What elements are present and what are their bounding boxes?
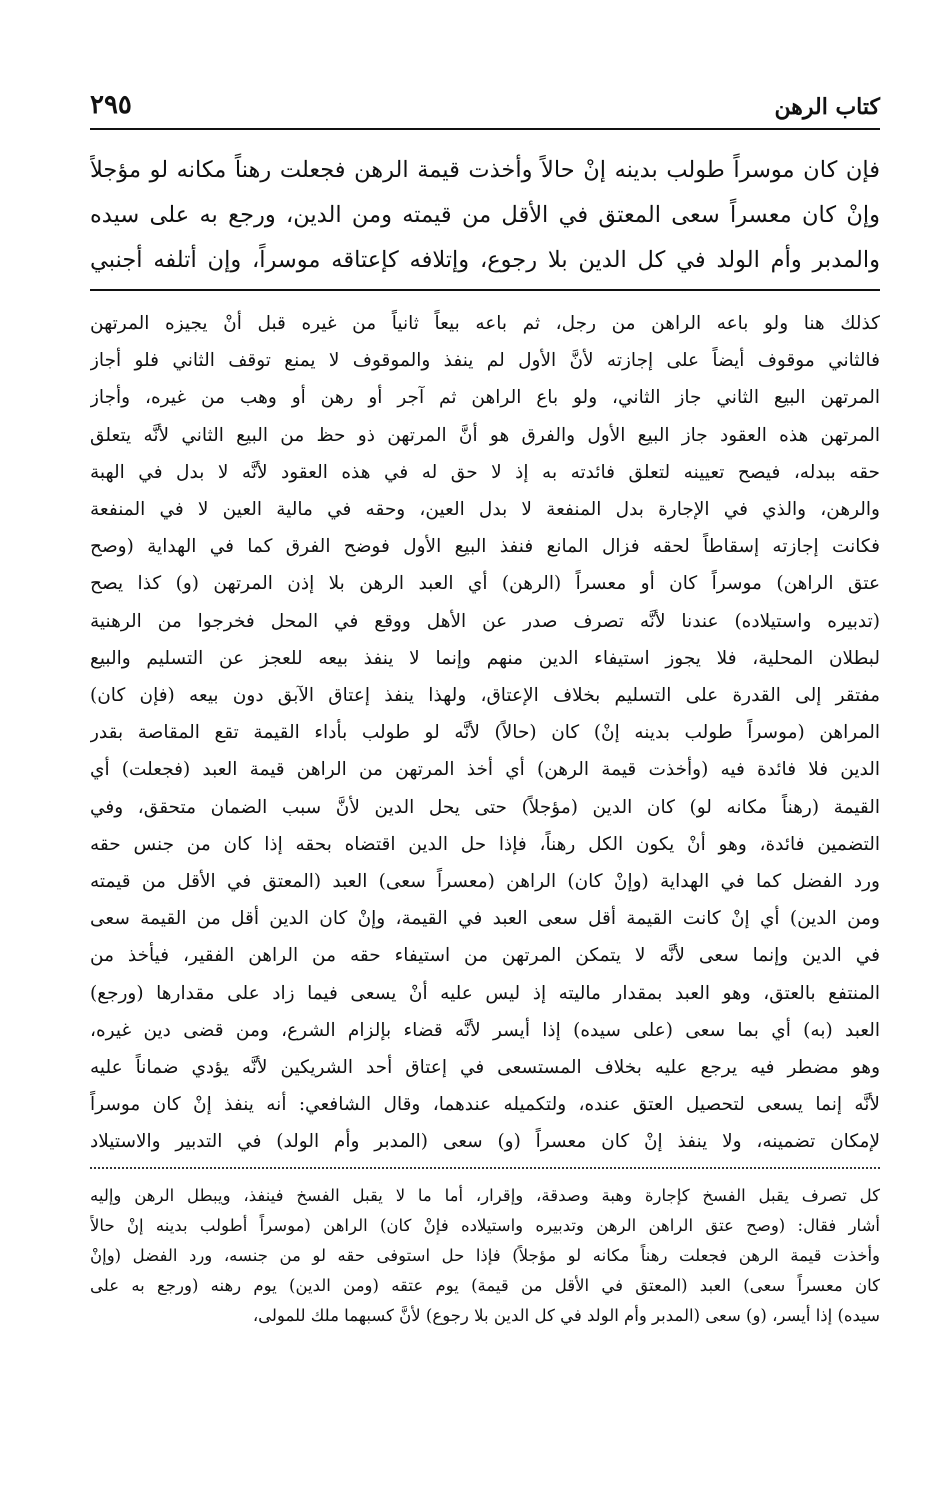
commentary-line: فالثاني موقوف أيضاً على إجازته لأنَّ الأول لم ينفذ والموقوف لا يمنع توقف الثاني فلو أجاز	[90, 350, 880, 372]
commentary-line: حقه ببدله، فيصح تعيينه لتعلق فائدته به إذ لا حق له في هذه العقود لأنَّه لا بدل في الهبة	[90, 461, 880, 483]
commentary-line: مفتقر إلى القدرة على التسليم بخلاف الإعتاق، ولهذا ينفذ إعتاق الآبق دون بيعه (فإن كان)	[90, 685, 880, 707]
commentary-line: الدين فلا فائدة فيه (وأخذت قيمة الرهن) أي أخذ المرتهن من الراهن قيمة العبد (فجعلت) أي	[90, 759, 880, 781]
commentary-line: ورد الفضل كما في الهداية (وإنْ كان) الراهن (معسراً سعى) العبد (المعتق في الأقل من قيمته	[90, 871, 880, 893]
footnote-line: كل تصرف يقبل الفسخ كإجارة وهبة وصدقة، وإقرار، أما ما لا يقبل الفسخ فينفذ، ويبطل الرهن وإليه	[90, 1185, 880, 1205]
commentary-line: لأنَّه إنما يسعى لتحصيل العتق عنده، ولتكميله عندهما، وقال الشافعي: أنه ينفذ إنْ كان موسراً	[90, 1094, 880, 1116]
chapter-title: كتاب الرهن	[767, 94, 881, 120]
matn-line: والمدبر وأم الولد في كل الدين بلا رجوع، وإتلافه كإعتاقه موسراً، وإن أتلفه أجنبي	[90, 247, 880, 273]
footnote-line: سيده) إذا أيسر، (و) سعى (المدبر وأم الولد في كل الدين بلا رجوع) لأنَّ كسبهما ملك للمولى،	[252, 1305, 880, 1325]
commentary-line: ومن الدين) أي إنْ كانت القيمة أقل سعى العبد في القيمة، وإنْ كان الدين أقل من القيمة سعى	[90, 908, 880, 930]
book-page	[90, 88, 880, 1458]
commentary-line: (تدبيره واستيلاده) عندنا لأنَّه تصرف صدر عن الأهل ووقع في المحل فخرجوا من الرهنية	[90, 610, 880, 632]
commentary-line: المراهن (موسراً طولب بدينه إنْ) كان (حالاً) لأنَّه لو طولب بأداء القيمة تقع المقاصة بقدر	[90, 722, 880, 744]
page-number: ٢٩٥	[90, 90, 140, 120]
commentary-line: العبد (به) أي بما سعى (على سيده) إذا أيسر لأنَّه قضاء بإلزام الشرع، ومن قضى دين غيره،	[90, 1019, 880, 1041]
commentary-line: عتق الراهن) موسراً كان أو معسراً (الرهن) أي العبد الرهن بلا إذن المرتهن (و) كذا يصح	[90, 573, 880, 595]
commentary-line: المرتهن البيع الثاني جاز الثاني، ولو باع الراهن ثم آجر أو رهن أو وهب من غيره، وأجاز	[90, 387, 880, 409]
matn-line: فإن كان موسراً طولب بدينه إنْ حالاً وأخذت قيمة الرهن فجعلت رهناً مكانه لو مؤجلاً	[90, 157, 880, 183]
commentary-line: فكانت إجازته إسقاطاً لحقه فزال المانع فنفذ البيع الأول فوضح الفرق كما في الهداية (وصح	[90, 536, 880, 558]
commentary-line: القيمة (رهناً مكانه لو) كان الدين (مؤجلاً) حتى يحل الدين لأنَّ سبب الضمان متحقق، وفي	[90, 796, 880, 818]
commentary-line: لبطلان المحلية، فلا يجوز استيفاء الدين منهم وإنما لا ينفذ بيعه للعجز عن التسليم والبيع	[90, 647, 880, 669]
footnote-separator	[90, 1167, 880, 1177]
page-header	[90, 88, 880, 130]
commentary-line: وهو مضطر فيه يرجع عليه بخلاف المستسعى في إعتاق أحد الشريكين لأنَّه يؤدي ضماناً عليه	[90, 1057, 880, 1079]
matn-text	[90, 148, 880, 291]
commentary-line: كذلك هنا ولو باعه الراهن من رجل، ثم باعه بيعاً ثانياً من غيره قبل أنْ يجيزه المرتهن	[90, 313, 880, 334]
footnote-line: أشار فقال: (وصح عتق الراهن الرهن وتدبيره واستيلاده فإنْ كان) الراهن (موسراً أطولب بدينه إنْ حالاً	[90, 1215, 880, 1235]
commentary-line: التضمين فائدة، وهو أنْ يكون الكل رهناً، فإذا حل الدين اقتضاه بحقه إذا كان من جنس حقه	[90, 833, 880, 855]
footnote-text	[90, 1181, 880, 1331]
footnote-line: وأخذت قيمة الرهن فجعلت رهناً مكانه لو مؤجلاً) فإذا حل استوفى حقه لو من جنسه، ورد الفضل (وإنْ	[90, 1245, 880, 1265]
footnote-line: كان معسراً سعى) العبد (المعتق في الأقل من قيمة) يوم عتقه (ومن الدين) يوم رهنه (ورجع به على	[90, 1275, 880, 1295]
commentary-line: والرهن، والذي في الإجارة بدل المنفعة لا بدل العين، وحقه في مالية العين لا في المنفعة	[90, 499, 880, 521]
commentary-line: في الدين وإنما سعى لأنَّه لا يتمكن المرتهن من استيفاء حقه من الراهن الفقير، فيأخذ من	[90, 945, 880, 967]
commentary-line: المنتفع بالعتق، وهو العبد بمقدار ماليته إذ ليس عليه أنْ يسعى فيما زاد على مقدارها (ورجع)	[90, 982, 880, 1004]
matn-line: وإنْ كان معسراً سعى المعتق في الأقل من قيمته ومن الدين، ورجع به على سيده	[90, 202, 880, 228]
commentary-line: المرتهن هذه العقود جاز البيع الأول والفرق هو أنَّ المرتهن ذو حظ من البيع الثاني لأنَّه يتعلق	[90, 424, 880, 446]
commentary-line: لإمكان تضمينه، ولا ينفذ إنْ كان معسراً (و) سعى (المدبر وأم الولد) في التدبير والاستيلاد	[90, 1131, 880, 1153]
commentary-text	[90, 305, 880, 1161]
